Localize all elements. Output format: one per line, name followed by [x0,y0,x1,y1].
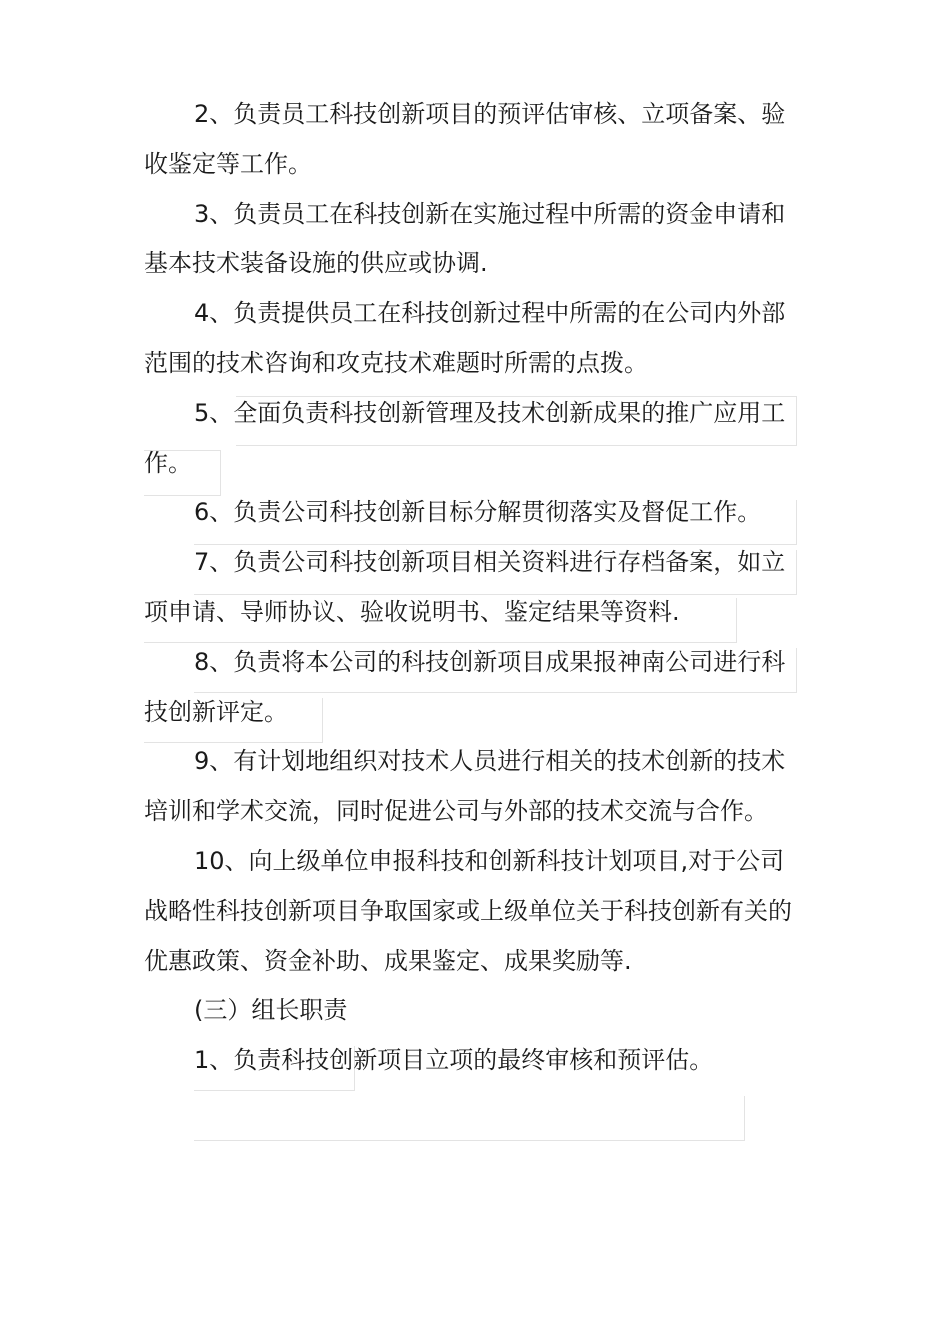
document-body [144,90,804,1086]
paragraph-item-5: 5、全面负责科技创新管理及技术创新成果的推广应用工作。 [144,398,786,477]
paragraph-item-7: 7、负责公司科技创新项目相关资料进行存档备案，如立项申请、导师协议、验收说明书、鉴定结果等资料. [144,548,786,626]
paragraph-item-10: 10、向上级单位申报科技和创新科技计划项目,对于公司战略性科技创新项目争取国家或上级单位关于科技创新有关的优惠政策、资金补助、成果鉴定、成果奖励等. [144,846,792,975]
paragraph-item-9: 9、有计划地组织对技术人员进行相关的技术创新的技术培训和学术交流，同时促进公司与外部的技术交流与合作。 [144,747,786,826]
paragraph-item-2: 2、负责员工科技创新项目的预评估审核、立项备案、验收鉴定等工作。 [144,100,786,178]
paragraph-item-4: 4、负责提供员工在科技创新过程中所需的在公司内外部范围的技术咨询和攻克技术难题时所需的点拨。 [144,299,786,377]
paragraph-item-8: 8、负责将本公司的科技创新项目成果报神南公司进行科技创新评定。 [144,647,786,726]
paragraph-item-3: 3、负责员工在科技创新在实施过程中所需的资金申请和基本技术装备设施的供应或协调. [144,199,786,278]
paragraph-item-6: 6、负责公司科技创新目标分解贯彻落实及督促工作。 [194,498,762,527]
paragraph-item-1: 1、负责科技创新项目立项的最终审核和预评估。 [194,1046,714,1075]
scan-artifact-box [194,1096,745,1141]
section-heading: (三）组长职责 [194,996,348,1025]
